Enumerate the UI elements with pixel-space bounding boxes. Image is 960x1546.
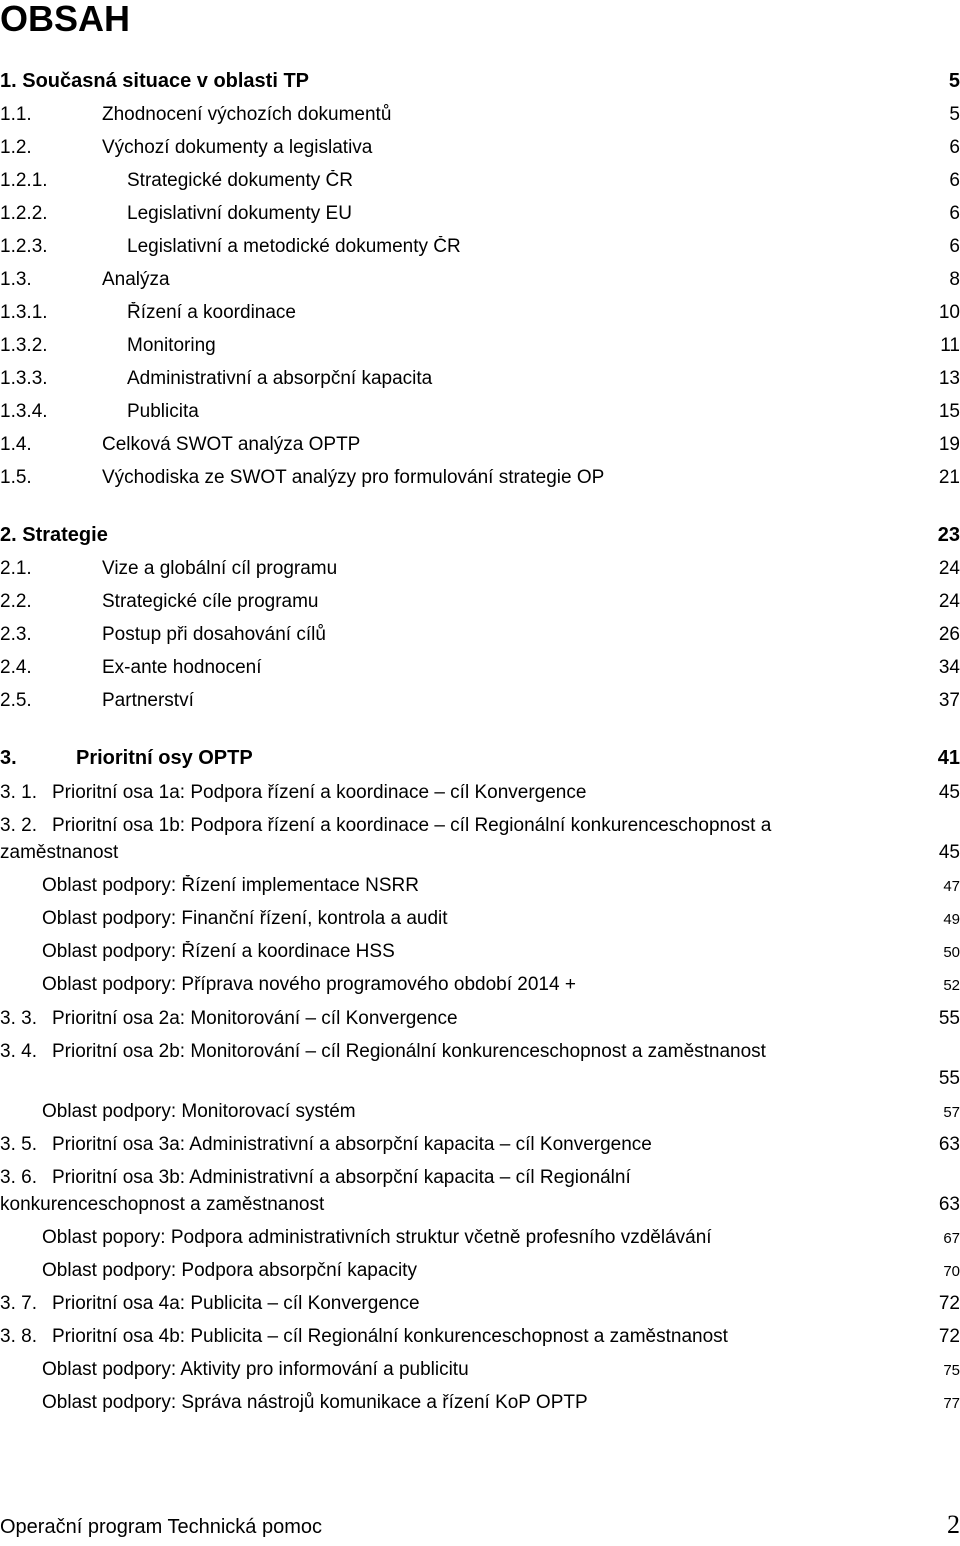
toc-entry-title: Řízení a koordinace: [127, 302, 296, 323]
toc-entry-title: Prioritní osa 2a: Monitorování – cíl Konvergence: [52, 1008, 458, 1029]
toc-entry-title: Prioritní osa 1b: Podpora řízení a koordinace – cíl Regionální konkurenceschopnost a: [52, 815, 772, 836]
toc-entry-title: Partnerství: [102, 690, 194, 711]
toc-entry[interactable]: [42, 941, 960, 971]
toc-entry-title: Administrativní a absorpční kapacita: [127, 368, 433, 389]
toc-page: 5: [948, 70, 960, 92]
toc-entry-number: 1. Současná situace v oblasti TP: [0, 70, 310, 92]
toc-entry[interactable]: [0, 591, 960, 621]
toc-page: 34: [938, 657, 960, 678]
toc-entry-number: 1.2.1.: [0, 170, 48, 191]
toc-entry-number: 1.3.3.: [0, 368, 48, 389]
toc-entry[interactable]: [0, 747, 960, 777]
toc-page: 6: [949, 236, 960, 257]
toc-entry[interactable]: [0, 1194, 960, 1224]
toc-page: 15: [938, 401, 960, 422]
toc-entry-title: Publicita: [127, 401, 199, 422]
toc-page: 5: [949, 104, 960, 125]
toc-page: 77: [943, 1395, 960, 1412]
toc-entry[interactable]: [42, 974, 960, 1004]
toc-entry-number: 1.3.1.: [0, 302, 48, 323]
toc-page: 24: [938, 558, 960, 579]
toc-entry-title: Strategické cíle programu: [102, 591, 319, 612]
toc-entry-title: Oblast podpory: Aktivity pro informování a publicitu: [42, 1359, 469, 1380]
toc-page: 26: [938, 624, 960, 645]
toc-entry-title: Legislativní a metodické dokumenty ČR: [127, 236, 461, 257]
toc-page: 72: [938, 1293, 960, 1314]
toc-page: 11: [940, 335, 960, 356]
toc-entry[interactable]: [42, 1359, 960, 1389]
toc-entry-title: Východiska ze SWOT analýzy pro formulování strategie OP: [102, 467, 605, 488]
page-title: OBSAH: [0, 0, 131, 39]
footer-document-title: Operační program Technická pomoc: [0, 1516, 323, 1538]
toc-page: 72: [938, 1326, 960, 1347]
toc-entry-title: Oblast podpory: Řízení implementace NSRR: [42, 875, 419, 896]
toc-page: 6: [949, 170, 960, 191]
toc-page: 57: [943, 1104, 960, 1121]
toc-entry[interactable]: [0, 690, 960, 720]
toc-entry[interactable]: [0, 657, 960, 687]
toc-page: 55: [938, 1008, 960, 1029]
toc-page: 75: [943, 1362, 960, 1379]
toc-entry-number: 3. 3.: [0, 1008, 37, 1029]
toc-page: 63: [938, 1134, 960, 1155]
toc-entry[interactable]: [42, 1260, 960, 1290]
toc-page: 8: [949, 269, 960, 290]
toc-entry-number: 1.3.2.: [0, 335, 48, 356]
toc-entry-title: konkurenceschopnost a zaměstnanost: [0, 1194, 325, 1215]
toc-entry-title: Legislativní dokumenty EU: [127, 203, 352, 224]
toc-entry-title: Oblast podpory: Monitorovací systém: [42, 1101, 356, 1122]
toc-page: 23: [937, 524, 960, 546]
toc-entry-number: 1.3.4.: [0, 401, 48, 422]
toc-entry-number: 2.5.: [0, 690, 32, 711]
toc-entry[interactable]: [0, 170, 960, 200]
toc-entry-title: Prioritní osa 2b: Monitorování – cíl Regionální konkurenceschopnost a zaměstnanost: [52, 1041, 766, 1062]
toc-entry-number: 3. 8.: [0, 1326, 37, 1347]
toc-entry[interactable]: [0, 815, 960, 845]
toc-entry-title: Oblast popory: Podpora administrativních struktur včetně profesního vzdělávání: [42, 1227, 712, 1248]
toc-page: 63: [938, 1194, 960, 1215]
footer-page-number: 2: [947, 1510, 960, 1539]
toc-page: 19: [938, 434, 960, 455]
toc-page: 13: [938, 368, 960, 389]
toc-entry[interactable]: [0, 401, 960, 431]
toc-page: 55: [938, 1068, 960, 1089]
toc-entry-number: 2.3.: [0, 624, 32, 645]
toc-entry-number: 3. 2.: [0, 815, 37, 836]
toc-entry[interactable]: [0, 269, 960, 299]
toc-entry-title: Strategické dokumenty ČR: [127, 170, 353, 191]
toc-entry[interactable]: [0, 782, 960, 812]
toc-entry-title: Prioritní osa 4a: Publicita – cíl Konvergence: [52, 1293, 420, 1314]
toc-entry-number: 2.1.: [0, 558, 32, 579]
toc-page: 6: [949, 137, 960, 158]
toc-entry-title: Prioritní osa 1a: Podpora řízení a koordinace – cíl Konvergence: [52, 782, 587, 803]
toc-entry[interactable]: [0, 1041, 960, 1071]
toc-entry-number: 2.4.: [0, 657, 32, 678]
toc-entry-title: Vize a globální cíl programu: [102, 558, 338, 579]
toc-entry[interactable]: [0, 203, 960, 233]
toc-entry[interactable]: [0, 1008, 960, 1038]
toc-entry-title: Monitoring: [127, 335, 216, 356]
toc-entry[interactable]: [0, 467, 960, 497]
toc-entry-number: 2. Strategie: [0, 524, 108, 546]
toc-entry-number: 3. 6.: [0, 1167, 37, 1188]
toc-entry[interactable]: [0, 236, 960, 266]
toc-page: 49: [943, 911, 960, 928]
toc-entry[interactable]: [0, 302, 960, 332]
toc-page: 45: [938, 782, 960, 803]
toc-entry[interactable]: [42, 875, 960, 905]
toc-page: 70: [943, 1263, 960, 1280]
toc-entry-title: Oblast podpory: Podpora absorpční kapacity: [42, 1260, 417, 1281]
toc-entry[interactable]: [0, 842, 960, 872]
toc-entry[interactable]: [0, 104, 960, 134]
toc-entry-number: 1.1.: [0, 104, 32, 125]
toc-entry[interactable]: [42, 1392, 960, 1422]
toc-entry-title: Prioritní osa 3a: Administrativní a absorpční kapacita – cíl Konvergence: [52, 1134, 652, 1155]
toc-page: 6: [949, 203, 960, 224]
toc-entry-title: Zhodnocení výchozích dokumentů: [102, 104, 392, 125]
toc-entry[interactable]: [0, 335, 960, 365]
toc-entry-number: 3. 4.: [0, 1041, 37, 1062]
toc-entry[interactable]: [0, 70, 960, 100]
toc-entry-title: Prioritní osa 4b: Publicita – cíl Regionální konkurenceschopnost a zaměstnanost: [52, 1326, 728, 1347]
toc-entry[interactable]: [0, 1293, 960, 1323]
toc-entry-number: 1.2.: [0, 137, 32, 158]
toc-entry-title: Oblast podpory: Správa nástrojů komunikace a řízení KoP OPTP: [42, 1392, 588, 1413]
toc-entry-number: 3.: [0, 747, 17, 769]
toc-page: 41: [937, 747, 960, 769]
toc-entry-title: zaměstnanost: [0, 842, 119, 863]
toc-page: 21: [938, 467, 960, 488]
toc-entry[interactable]: [0, 1167, 960, 1197]
toc-page: 67: [943, 1230, 960, 1247]
toc-entry[interactable]: [42, 1101, 960, 1131]
toc-page: 52: [943, 977, 960, 994]
toc-entry[interactable]: [42, 908, 960, 938]
toc-entry[interactable]: [0, 1068, 960, 1098]
toc-entry-number: 1.5.: [0, 467, 32, 488]
toc-entry[interactable]: [0, 624, 960, 654]
toc-entry-title: Analýza: [102, 269, 170, 290]
toc-page: 47: [943, 878, 960, 895]
toc-entry-number: 3. 7.: [0, 1293, 37, 1314]
toc-entry-number: 3. 5.: [0, 1134, 37, 1155]
toc-entry[interactable]: [0, 434, 960, 464]
toc-entry-number: 1.2.3.: [0, 236, 48, 257]
toc-entry-title: Ex-ante hodnocení: [102, 657, 262, 678]
toc-page: 50: [943, 944, 960, 961]
toc-entry-title: Oblast podpory: Finanční řízení, kontrola a audit: [42, 908, 448, 929]
toc-entry-number: 1.4.: [0, 434, 32, 455]
toc-entry[interactable]: [0, 137, 960, 167]
toc-entry[interactable]: [42, 1227, 960, 1257]
toc-page: 24: [938, 591, 960, 612]
toc-page: 45: [938, 842, 960, 863]
toc-entry-number: 3. 1.: [0, 782, 37, 803]
toc-entry[interactable]: [0, 524, 960, 554]
toc-entry[interactable]: [0, 1134, 960, 1164]
toc-entry-number: 1.2.2.: [0, 203, 48, 224]
toc-entry-title: Celková SWOT analýza OPTP: [102, 434, 361, 455]
toc-entry-title: Prioritní osy OPTP: [76, 747, 253, 769]
toc-entry-title: Oblast podpory: Příprava nového programového období 2014 +: [42, 974, 576, 995]
toc-entry-title: Výchozí dokumenty a legislativa: [102, 137, 373, 158]
toc-entry-title: Oblast podpory: Řízení a koordinace HSS: [42, 941, 395, 962]
toc-entry-number: 1.3.: [0, 269, 32, 290]
toc-page: 10: [938, 302, 960, 323]
toc-entry-title: Postup při dosahování cílů: [102, 624, 326, 645]
toc-entry-title: Prioritní osa 3b: Administrativní a absorpční kapacita – cíl Regionální: [52, 1167, 631, 1188]
toc-entry-number: 2.2.: [0, 591, 32, 612]
toc-entry[interactable]: [0, 558, 960, 588]
toc-page: 37: [938, 690, 960, 711]
toc-entry[interactable]: [0, 368, 960, 398]
toc-entry[interactable]: [0, 1326, 960, 1356]
